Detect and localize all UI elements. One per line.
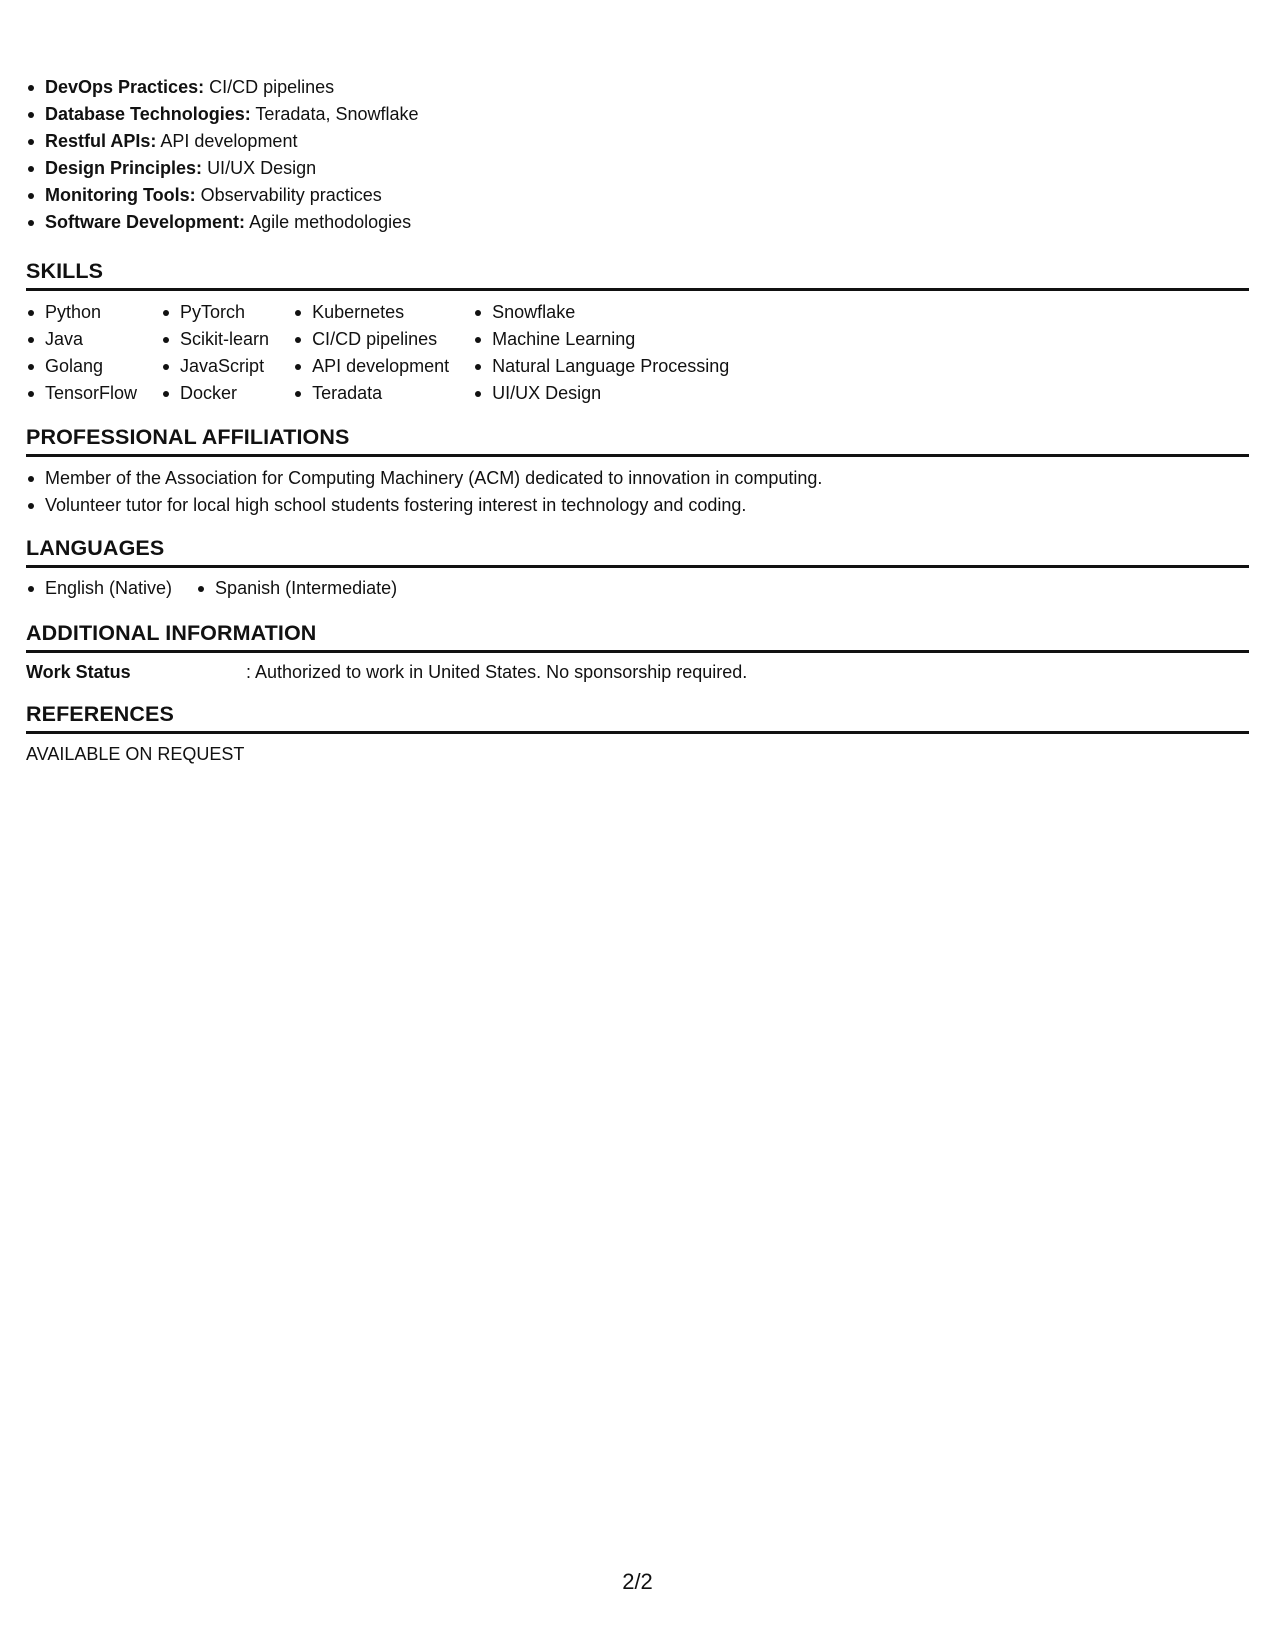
item-term: Restful APIs:	[45, 131, 157, 151]
skill-item: Java	[26, 326, 137, 353]
skill-item: Machine Learning	[473, 326, 729, 353]
affiliations-list	[26, 465, 1249, 519]
list-item	[26, 155, 419, 182]
section-title: ADDITIONAL INFORMATION	[26, 621, 317, 645]
section-divider	[26, 288, 1249, 291]
section-title: SKILLS	[26, 259, 104, 283]
item-text: UI/UX Design	[207, 158, 317, 178]
item-term: Monitoring Tools:	[45, 185, 196, 205]
item-text: Teradata, Snowflake	[255, 104, 419, 124]
skill-item: Kubernetes	[293, 299, 449, 326]
skill-item: CI/CD pipelines	[293, 326, 449, 353]
item-term: Database Technologies:	[45, 104, 251, 124]
skill-item: API development	[293, 353, 449, 380]
skill-item: TensorFlow	[26, 380, 137, 407]
affiliation-item: Volunteer tutor for local high school students fostering interest in technology and coding.	[26, 492, 1249, 519]
resume-page	[26, 0, 1249, 1650]
item-text: API development	[160, 131, 298, 151]
skill-item: Docker	[161, 380, 269, 407]
item-term: DevOps Practices:	[45, 77, 205, 97]
section-divider	[26, 650, 1249, 653]
list-item	[26, 209, 419, 236]
expertise-list	[26, 74, 419, 236]
skill-item: UI/UX Design	[473, 380, 729, 407]
item-text: Agile methodologies	[249, 212, 412, 232]
languages-list	[26, 575, 1249, 602]
languages-section	[26, 535, 1249, 602]
references-text: AVAILABLE ON REQUEST	[26, 744, 245, 764]
page-number: 2/2	[622, 1569, 653, 1594]
section-divider	[26, 565, 1249, 568]
section-title: LANGUAGES	[26, 536, 165, 560]
work-status-row	[26, 659, 1249, 686]
skill-item: Python	[26, 299, 137, 326]
references-section	[26, 701, 1249, 768]
skills-columns	[26, 299, 1249, 407]
list-item	[26, 128, 419, 155]
skill-item: Snowflake	[473, 299, 729, 326]
skills-column	[26, 299, 137, 407]
work-status-label: Work Status	[26, 662, 131, 682]
skills-column	[161, 299, 269, 407]
section-title: REFERENCES	[26, 702, 174, 726]
item-text: Observability practices	[200, 185, 382, 205]
item-text: CI/CD pipelines	[209, 77, 335, 97]
skill-item: Golang	[26, 353, 137, 380]
work-status-value: : Authorized to work in United States. No sponsorship required.	[246, 662, 748, 682]
item-term: Design Principles:	[45, 158, 203, 178]
affiliations-section	[26, 424, 1249, 519]
skills-column	[293, 299, 449, 407]
skill-item: Natural Language Processing	[473, 353, 729, 380]
language-item: Spanish (Intermediate)	[196, 575, 397, 602]
skill-item: Teradata	[293, 380, 449, 407]
item-term: Software Development:	[45, 212, 246, 232]
list-item	[26, 101, 419, 128]
affiliation-item: Member of the Association for Computing Machinery (ACM) dedicated to innovation in computing.	[26, 465, 1249, 492]
section-divider	[26, 454, 1249, 457]
skill-item: Scikit-learn	[161, 326, 269, 353]
list-item	[26, 74, 419, 101]
skill-item: PyTorch	[161, 299, 269, 326]
section-divider	[26, 731, 1249, 734]
section-title: PROFESSIONAL AFFILIATIONS	[26, 425, 350, 449]
additional-info-section	[26, 620, 1249, 686]
skill-item: JavaScript	[161, 353, 269, 380]
skills-section	[26, 258, 1249, 407]
skills-column	[473, 299, 729, 407]
list-item	[26, 182, 419, 209]
language-item: English (Native)	[26, 575, 172, 602]
